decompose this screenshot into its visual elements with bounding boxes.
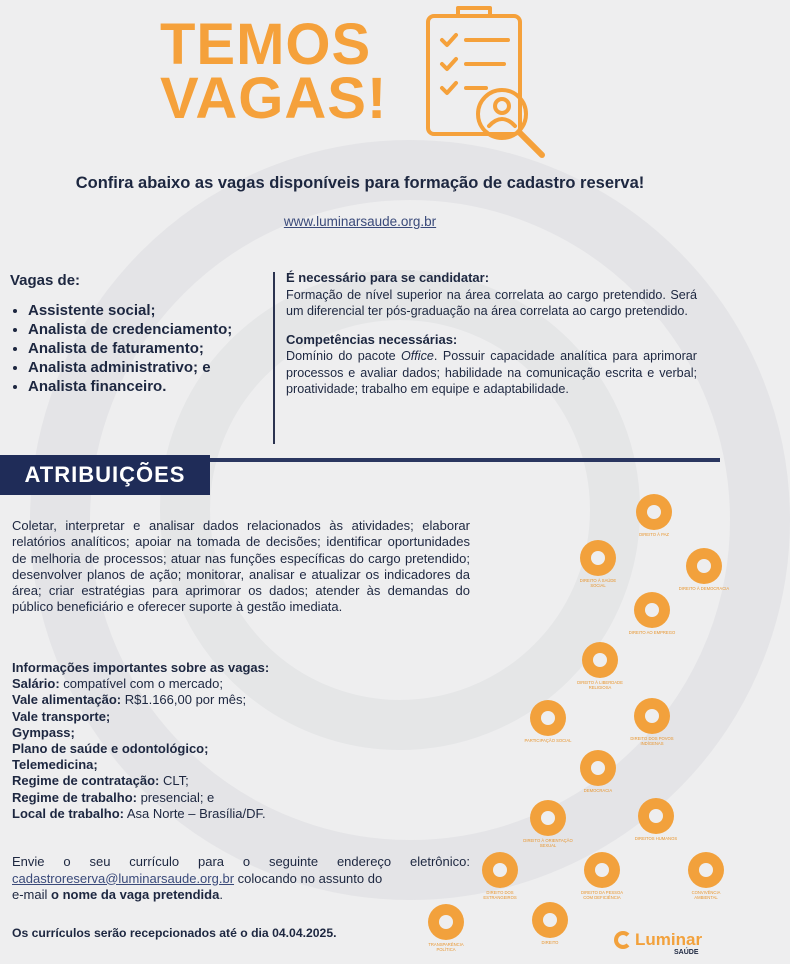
envio-line-3: e-mail o nome da vaga pretendida. xyxy=(12,887,223,902)
religious-symbols-icon: DIREITO À LIBERDADE RELIGIOSA xyxy=(574,642,626,690)
brand-sub: SAÚDE xyxy=(674,949,699,956)
list-item: • Analista de faturamento; xyxy=(28,339,272,358)
website-link[interactable]: www.luminarsaude.org.br xyxy=(283,214,437,229)
info-item: Local de trabalho: Asa Norte – Brasília/DF. xyxy=(12,805,266,821)
indigenous-icon: DIREITO DOS POVOS INDÍGENAS xyxy=(626,698,678,746)
info-item: Vale alimentação: R$1.166,00 por mês; xyxy=(12,692,247,708)
envio-line-1: Envie o seu currículo para o seguinte endereço eletrônico: xyxy=(12,854,470,869)
info-item: Gympass; xyxy=(12,724,75,740)
envio-section xyxy=(12,854,470,904)
globe-peace-icon: DIREITO À PAZ xyxy=(628,494,680,537)
handshake-icon: DIREITO xyxy=(524,902,576,945)
list-item: • Assistente social; xyxy=(28,301,272,320)
logo-mark-icon xyxy=(614,931,632,949)
brand-logo xyxy=(614,930,703,956)
vagas-list xyxy=(10,301,272,396)
headline-line-2: VAGAS! xyxy=(160,66,388,131)
competencias-title: Competências necessárias: xyxy=(286,331,458,347)
requisitos-text: Formação de nível superior na área correlata ao cargo pretendido. Será um diferencial ter pós-graduação na área correlata ao cargo pretendido. xyxy=(286,287,697,318)
info-item: Regime de contratação: CLT; xyxy=(12,773,189,789)
vagas-title: Vagas de: xyxy=(10,272,81,289)
hand-vote-icon: DIREITO À DEMOCRACIA xyxy=(678,548,730,591)
info-item: Salário: compatível com o mercado; xyxy=(12,676,223,692)
government-building-icon: TRANSPARÊNCIA POLÍTICA xyxy=(420,904,472,952)
email-link[interactable]: cadastroreserva@luminarsaude.org.br xyxy=(12,870,235,886)
rainbow-head-icon: DIREITO À ORIENTAÇÃO SEXUAL xyxy=(522,800,574,848)
requisitos-title: É necessário para se candidatar: xyxy=(286,270,490,285)
ballot-box-icon: DEMOCRACIA xyxy=(572,750,624,793)
list-item: • Analista administrativo; e xyxy=(28,358,272,377)
wheelchair-icon: DIREITO DA PESSOA COM DEFICIÊNCIA xyxy=(576,852,628,900)
requisitos-section xyxy=(286,270,697,398)
leaf-hand-icon: CONVIVÊNCIA AMBIENTAL xyxy=(680,852,732,900)
competencias-text: Domínio do pacote Office. Possuir capacidade analítica para aprimorar processos e avaliar dados; habilidade na comunicação escrita e verbal; proatividade; trabalho em equipe e adaptabilidade. xyxy=(286,349,697,396)
prazo-text: Os currículos serão recepcionados até o dia 04.04.2025. xyxy=(12,926,337,940)
headline-line-1: TEMOS xyxy=(160,12,372,77)
info-item: Telemedicina; xyxy=(12,757,98,773)
info-item: Plano de saúde e odontológico; xyxy=(12,741,209,757)
headline xyxy=(160,12,390,131)
raised-fists-icon: DIREITOS HUMANOS xyxy=(630,798,682,841)
open-hands-icon: DIREITO DOS ESTRANGEIROS xyxy=(474,852,526,900)
brand-name: Luminar xyxy=(635,930,703,949)
puzzle-hands-icon: PARTICIPAÇÃO SOCIAL xyxy=(522,700,574,743)
people-equality-icon: DIREITO AO EMPREGO xyxy=(626,592,678,635)
info-item: Vale transporte; xyxy=(12,708,111,724)
info-item: Regime de trabalho: presencial; e xyxy=(12,789,215,805)
column-divider xyxy=(273,272,275,444)
atribuicoes-title: ATRIBUIÇÕES xyxy=(0,455,210,495)
clipboard-search-icon xyxy=(420,2,550,162)
subtitle: Confira abaixo as vagas disponíveis para formação de cadastro reserva! xyxy=(75,174,645,192)
informacoes-title: Informações importantes sobre as vagas: xyxy=(12,660,270,675)
hand-heart-icon: DIREITO À SAÚDE SOCIAL xyxy=(572,540,624,588)
informacoes-section xyxy=(12,660,472,822)
atribuicoes-text: Coletar, interpretar e analisar dados relacionados às atividades; elaborar relatórios analíticos; apoiar na tomada de decisões; identificar oportunidades de melhoria de processos; atuar nas funções específicas do cargo pretendido; desenvolver planos de ação; monitorar, analisar e atualizar os indicadores da área; criar estratégias para aprimorar os dados; atender às demandas do público beneficiário e oferecer suporte à gestão imediata. xyxy=(12,518,470,615)
list-item: • Analista financeiro. xyxy=(28,377,272,396)
list-item: • Analista de credenciamento; xyxy=(28,320,272,339)
vagas-section xyxy=(10,272,272,396)
envio-line-2: cadastroreserva@luminarsaude.org.br colocando no assunto do xyxy=(12,870,383,886)
